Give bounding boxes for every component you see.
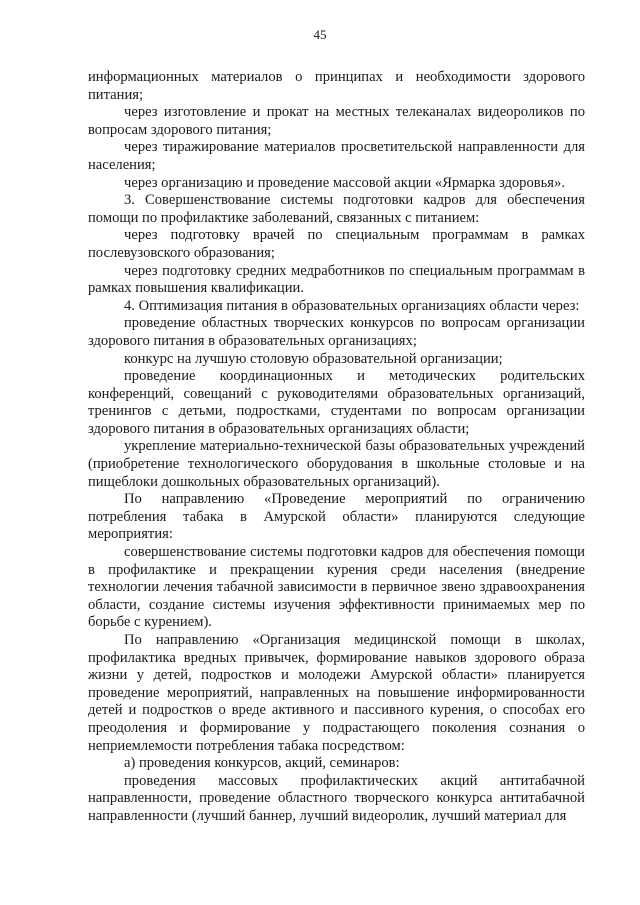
paragraph: совершенствование системы подготовки кадров для обеспечения помощи в профилактике и прекращении курения среди населения (внедрение технологии лечения табачной зависимости в первичное звено здравоохранения области, создание системы изучения эффективности принимаемых мер по борьбе с курением). [88, 544, 585, 631]
paragraph: укрепление материально-технической базы образовательных учреждений (приобретение технологического оборудования в школьные столовые и на пищеблоки дошкольных образовательных организаций). [88, 438, 585, 490]
paragraph: через подготовку средних медработников по специальным программам в рамках повышения квалификации. [88, 262, 585, 297]
paragraph: через изготовление и прокат на местных телеканалах видеороликов по вопросам здорового питания; [88, 104, 585, 138]
page-number: 45 [313, 27, 327, 42]
paragraph: информационных материалов о принципах и необходимости здорового питания; [88, 69, 585, 103]
paragraph: через тиражирование материалов просветительской направленности для населения; [88, 139, 585, 173]
paragraph: По направлению «Проведение мероприятий по ограничению потребления табака в Амурской области» планируются следующие мероприятия: [88, 491, 585, 543]
paragraph: а) проведения конкурсов, акций, семинаров: [124, 755, 400, 772]
paragraph: проведение координационных и методических родительских конференций, совещаний с руководителями образовательных организаций, тренингов с детьми, подростками, студентами по вопросам организации здорового питания в образовательных организациях области; [88, 368, 585, 437]
paragraph: По направлению «Организация медицинской помощи в школах, профилактика вредных привычек, формирование навыков здорового образа жизни у детей, подростков и молодежи Амурской области» планируется проведение мероприятий, направленных на повышение информированности детей и подростков о вреде активного и пассивного курения, о способах его преодоления и формирование у подрастающего поколения сознания о неприемлемости потребления табака посредством: [88, 632, 585, 754]
paragraph: проведение областных творческих конкурсов по вопросам организации здорового питания в образовательных организациях; [88, 315, 585, 349]
paragraph: 3. Совершенствование системы подготовки кадров для обеспечения помощи по профилактике заболеваний, связанных с питанием: [88, 192, 585, 226]
paragraph: конкурс на лучшую столовую образовательной организации; [124, 350, 503, 367]
paragraph: 4. Оптимизация питания в образовательных организациях области через: [124, 297, 580, 314]
paragraph: через организацию и проведение массовой акции «Ярмарка здоровья». [124, 174, 565, 191]
document-body [88, 69, 585, 826]
paragraph: проведения массовых профилактических акций антитабачной направленности, проведение областного творческого конкурса антитабачной направленности (лучший баннер, лучший видеоролик, лучший материал для [88, 772, 585, 824]
paragraph: через подготовку врачей по специальным программам в рамках послевузовского образования; [88, 227, 585, 261]
